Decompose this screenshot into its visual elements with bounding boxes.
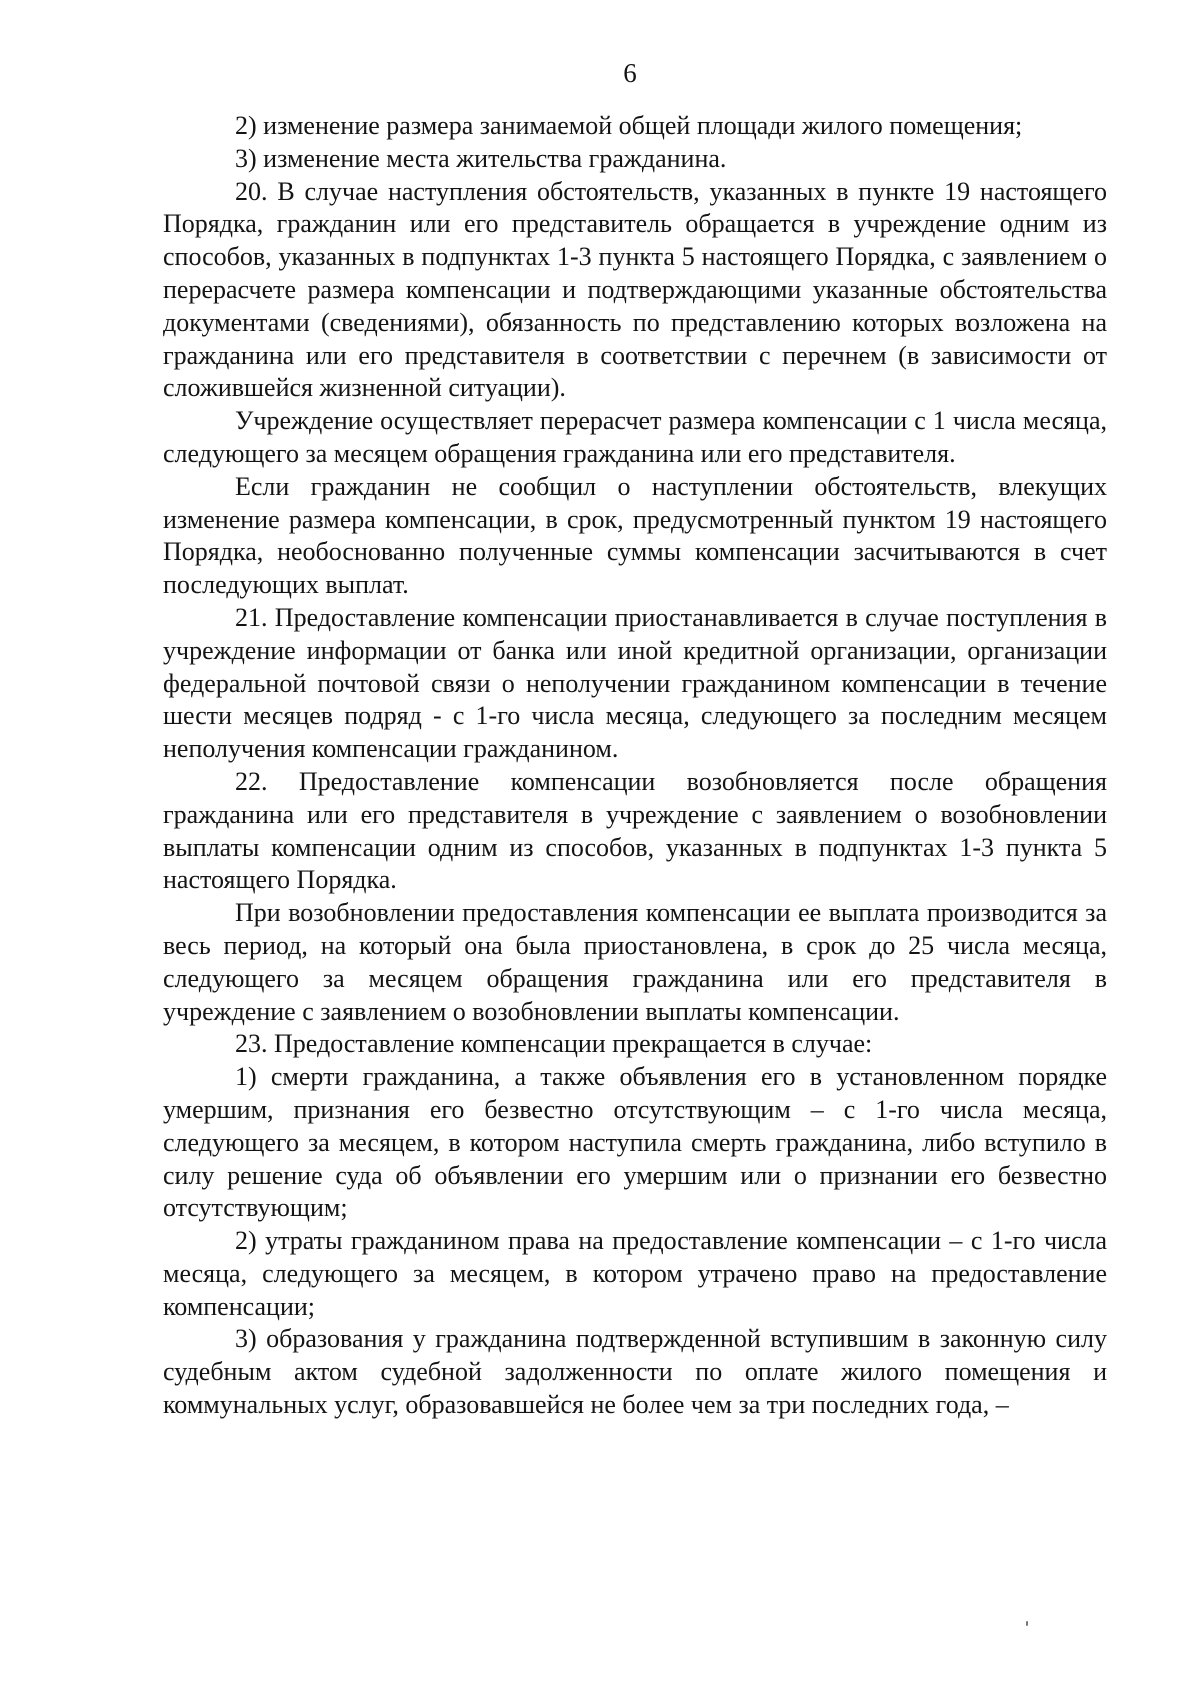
paragraph-recalculation: Учреждение осуществляет перерасчет размера компенсации с 1 числа месяца, следующего за месяцем обращения гражданина или его представителя. — [163, 406, 1107, 468]
paragraph-clause-21: 21. Предоставление компенсации приостанавливается в случае поступления в учреждение информации от банка или иной кредитной организации, организации федеральной почтовой связи о неполучении гражданином компенсации в течение шести месяцев подряд - с 1-го числа месяца, следующего за последним месяцем неполучения компенсации гражданином. — [163, 602, 1107, 764]
scan-speck — [1026, 1621, 1028, 1626]
paragraph-termination-3: 3) образования у гражданина подтвержденной вступившим в законную силу судебным актом судебной задолженности по оплате жилого помещения и коммунальных услуг, образовавшейся не более чем за три последних года, – — [163, 1324, 1107, 1420]
paragraph-resumption: При возобновлении предоставления компенсации ее выплата производится за весь период, на который она была приостановлена, в срок до 25 числа месяца, следующего за месяцем обращения гражданина или его представителя в учреждение с заявлением о возобновлении выплаты компенсации. — [163, 898, 1107, 1026]
paragraph-clause-23: 23. Предоставление компенсации прекращается в случае: — [235, 1029, 873, 1059]
document-body — [163, 110, 1107, 1422]
paragraph-subitem-3: 3) изменение места жительства гражданина. — [235, 143, 727, 173]
paragraph-termination-2: 2) утраты гражданином права на предоставление компенсации – с 1-го числа месяца, следующего за месяцем, в котором утрачено право на предоставление компенсации; — [163, 1226, 1107, 1321]
paragraph-termination-1: 1) смерти гражданина, а также объявления его в установленном порядке умершим, признания его безвестно отсутствующим – с 1-го числа месяца, следующего за месяцем, в котором наступила смерть гражданина, либо вступило в силу решение суда об объявлении его умершим или о признании его безвестно отсутствующим; — [163, 1062, 1107, 1223]
page-number: 6 — [623, 58, 637, 88]
paragraph-subitem-2: 2) изменение размера занимаемой общей площади жилого помещения; — [235, 111, 1023, 140]
paragraph-overpayment: Если гражданин не сообщил о наступлении обстоятельств, влекущих изменение размера компенсации, в срок, предусмотренный пунктом 19 настоящего Порядка, необоснованно полученные суммы компенсации засчитываются в счет последующих выплат. — [163, 471, 1107, 600]
paragraph-clause-22: 22. Предоставление компенсации возобновляется после обращения гражданина или его представителя в учреждение с заявлением о возобновлении выплаты компенсации одним из способов, указанных в подпунктах 1-3 пункта 5 настоящего Порядка. — [163, 766, 1107, 895]
paragraph-clause-20: 20. В случае наступления обстоятельств, указанных в пункте 19 настоящего Порядка, гражданин или его представитель обращается в учреждение одним из способов, указанных в подпунктах 1-3 пункта 5 настоящего Порядка, с заявлением о перерасчете размера компенсации и подтверждающими указанные обстоятельства документами (сведениями), обязанность по представлению которых возложена на гражданина или его представителя в соответствии с перечнем (в зависимости от сложившейся жизненной ситуации). — [163, 176, 1107, 403]
